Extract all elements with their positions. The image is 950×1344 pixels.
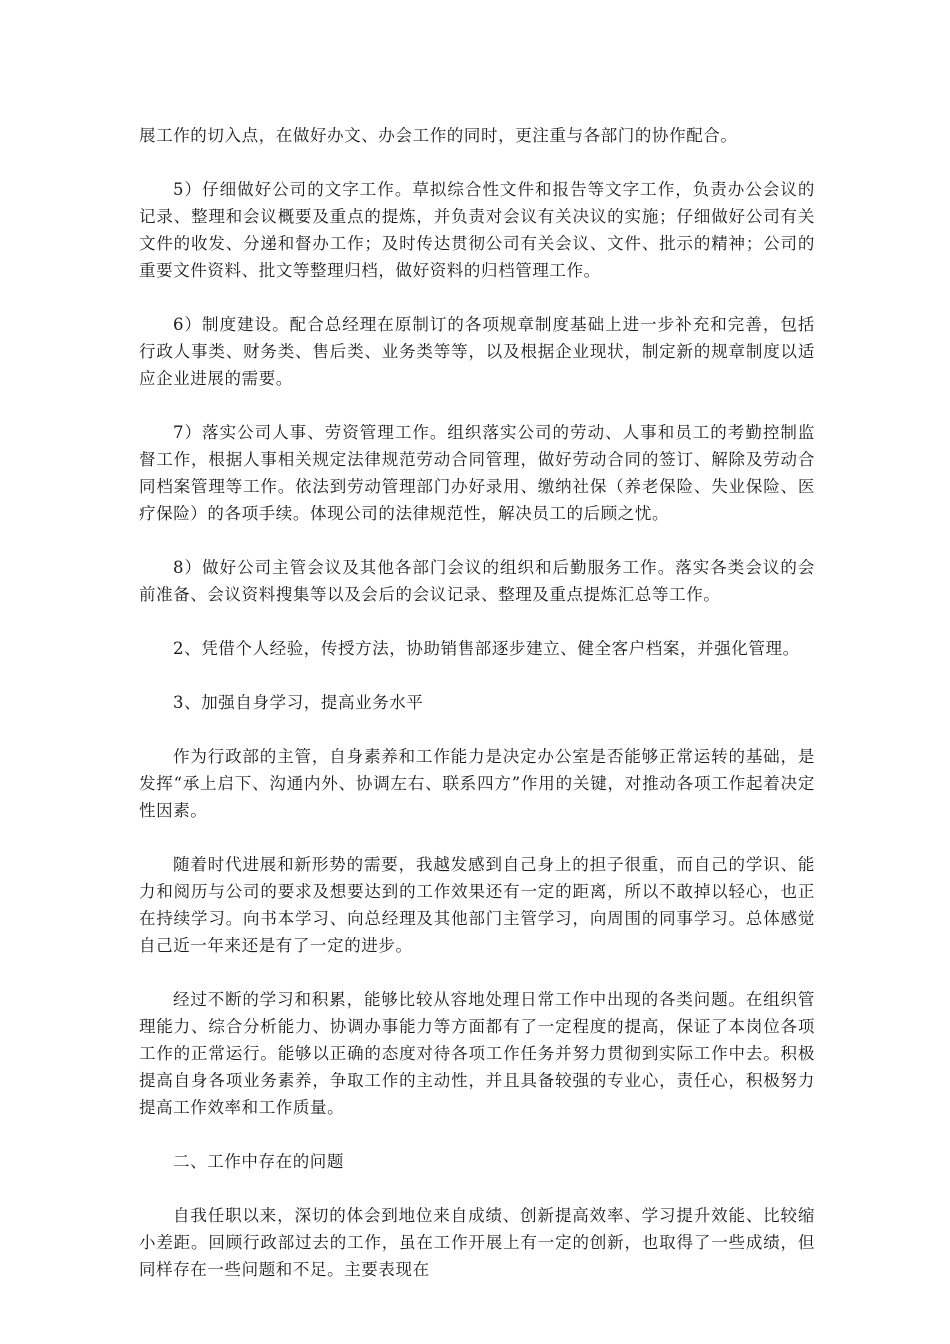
paragraph-12: 自我任职以来，深切的体会到地位来自成绩、创新提高效率、学习提升效能、比较缩小差距。回顾行政部过去的工作，虽在工作开展上有一定的创新，也取得了一些成绩，但同样存在一些问题和不足。主要表现在	[139, 1206, 815, 1279]
paragraph-8: 作为行政部的主管，自身素养和工作能力是决定办公室是否能够正常运转的基础，是发挥“承上启下、沟通内外、协调左右、联系四方”作用的关键，对推动各项工作起着决定性因素。	[139, 747, 815, 820]
paragraph-1: 展工作的切入点，在做好办文、办会工作的同时，更注重与各部门的协作配合。	[139, 126, 738, 145]
paragraph-9: 随着时代进展和新形势的需要，我越发感到自己身上的担子很重，而自己的学识、能力和阅历与公司的要求及想要达到的工作效果还有一定的距离，所以不敢掉以轻心，也正在持续学习。向书本学习、向总经理及其他部门主管学习，向周围的同事学习。总体感觉自己近一年来还是有了一定的进步。	[139, 855, 815, 955]
paragraph-7: 3、加强自身学习，提高业务水平	[173, 693, 424, 712]
paragraph-10: 经过不断的学习和积累，能够比较从容地处理日常工作中出现的各类问题。在组织管理能力、综合分析能力、协调办事能力等方面都有了一定程度的提高，保证了本岗位各项工作的正常运行。能够以正确的态度对待各项工作任务并努力贯彻到实际工作中去。积极提高自身各项业务素养，争取工作的主动性，并且具备较强的专业心，责任心，积极努力提高工作效率和工作质量。	[139, 990, 815, 1117]
paragraph-5: 8）做好公司主管会议及其他各部门会议的组织和后勤服务工作。落实各类会议的会前准备、会议资料搜集等以及会后的会议记录、整理及重点提炼汇总等工作。	[139, 558, 815, 604]
paragraph-3: 6）制度建设。配合总经理在原制订的各项规章制度基础上进一步补充和完善，包括行政人事类、财务类、售后类、业务类等等，以及根据企业现状，制定新的规章制度以适应企业进展的需要。	[139, 315, 815, 388]
paragraph-6: 2、凭借个人经验，传授方法，协助销售部逐步建立、健全客户档案，并强化管理。	[173, 639, 800, 658]
paragraph-2: 5）仔细做好公司的文字工作。草拟综合性文件和报告等文字工作，负责办公会议的记录、整理和会议概要及重点的提炼，并负责对会议有关决议的实施；仔细做好公司有关文件的收发、分递和督办工作；及时传达贯彻公司有关会议、文件、批示的精神；公司的重要文件资料、批文等整理归档，做好资料的归档管理工作。	[139, 180, 815, 280]
document-body	[139, 122, 815, 1283]
paragraph-4: 7）落实公司人事、劳资管理工作。组织落实公司的劳动、人事和员工的考勤控制监督工作，根据人事相关规定法律规范劳动合同管理，做好劳动合同的签订、解除及劳动合同档案管理等工作。依法到劳动管理部门办好录用、缴纳社保（养老保险、失业保险、医疗保险）的各项手续。体现公司的法律规范性，解决员工的后顾之忧。	[139, 423, 815, 523]
paragraph-11: 二、工作中存在的问题	[173, 1152, 344, 1171]
